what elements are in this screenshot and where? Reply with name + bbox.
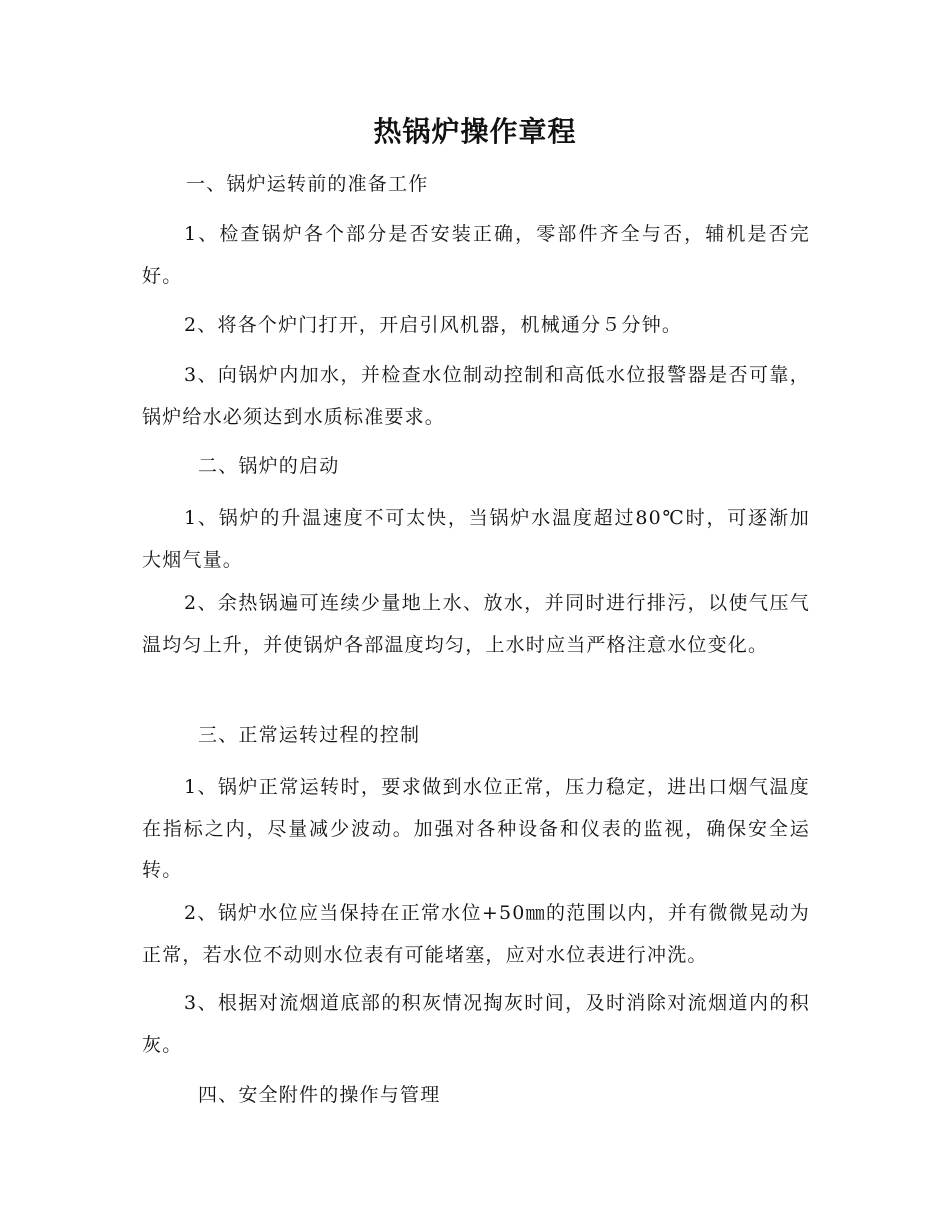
paragraph-3-1: 1、锅炉正常运转时，要求做到水位正常，压力稳定，进出口烟气温度在指标之内，尽量减少波动。加强对各种设备和仪表的监视，确保安全运转。 <box>142 776 810 881</box>
section-heading-2: 二、锅炉的启动 <box>198 455 340 477</box>
paragraph-2-1: 1、锅炉的升温速度不可太快，当锅炉水温度超过80℃时，可逐渐加大烟气量。 <box>142 507 810 571</box>
paragraph-1-1: 1、检查锅炉各个部分是否安装正确，零部件齐全与否，辅机是否完好。 <box>142 223 810 287</box>
paragraph-3-3: 3、根据对流烟道底部的积灰情况掏灰时间，及时消除对流烟道内的积灰。 <box>142 992 810 1056</box>
paragraph-1-2: 2、将各个炉门打开，开启引风机器，机械通分５分钟。 <box>184 314 683 336</box>
document-title: 热锅炉操作章程 <box>373 115 577 148</box>
paragraph-1-3: 3、向锅炉内加水，并检查水位制动控制和高低水位报警器是否可靠，锅炉给水必须达到水质标准要求。 <box>142 364 810 428</box>
section-heading-1: 一、锅炉运转前的准备工作 <box>186 173 429 195</box>
section-heading-3: 三、正常运转过程的控制 <box>198 724 421 746</box>
section-heading-4: 四、安全附件的操作与管理 <box>198 1084 441 1106</box>
paragraph-2-2: 2、余热锅遍可连续少量地上水、放水，并同时进行排污，以使气压气温均匀上升，并使锅炉各部温度均匀，上水时应当严格注意水位变化。 <box>142 592 810 656</box>
paragraph-3-2: 2、锅炉水位应当保持在正常水位+50㎜的范围以内，并有微微晃动为正常，若水位不动则水位表有可能堵塞，应对水位表进行冲洗。 <box>142 902 810 966</box>
